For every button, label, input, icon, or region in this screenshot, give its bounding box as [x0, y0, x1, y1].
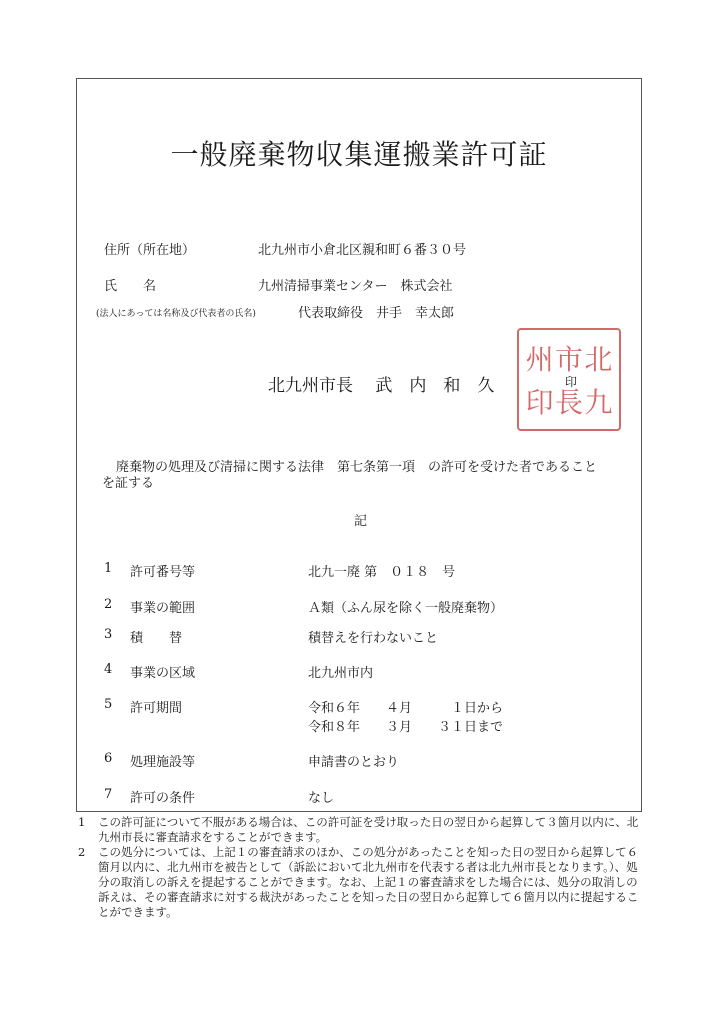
item-label: 事業の区域 [130, 666, 196, 681]
item-value: Ａ類（ふん尿を除く一般廃棄物） [308, 601, 504, 616]
notes-section [78, 815, 648, 920]
seal-character: 九 [584, 386, 613, 420]
item-value: 北九一廃 第 ０１８ 号 [308, 565, 456, 580]
note-number: 1 [78, 815, 86, 829]
item-number: 4 [104, 662, 113, 677]
document-title: 一般廃棄物収集運搬業許可証 [170, 138, 548, 171]
note-item [78, 845, 648, 920]
item-number: 7 [104, 787, 113, 802]
representative-name: 代表取締役 井手 幸太郎 [298, 306, 455, 321]
corporation-note: (法人にあっては名称及び代表者の氏名) [96, 309, 256, 319]
item-value: 北九州市内 [308, 666, 374, 681]
item-label: 事業の範囲 [130, 601, 196, 616]
address-label: 住所（所在地） [104, 243, 196, 258]
note-text: この処分については、上記１の審査請求のほか、この処分があったことを知った日の翌日から起算して６箇月以内に、北九州市を被告として（訴訟において北九州市を代表する者は北九州市長となります。）、処分の取消しの訴えを提起することができます。なお、上記１の審査請求をした場合には、処分の取消しの訴えは、その審査請求に対する裁決があったことを知った日の翌日から起算して６箇月以内に提起することができます。 [98, 845, 639, 919]
mayor-name: 北九州市長 武 内 和 久 [268, 376, 495, 396]
note-item [78, 815, 648, 845]
note-number: 2 [78, 845, 86, 859]
item-value: なし [308, 791, 335, 806]
item-number: 1 [104, 561, 113, 576]
item-value: 積替えを行わないこと [308, 631, 439, 646]
item-value: 申請書のとおり [308, 755, 400, 770]
item-label: 許可期間 [130, 701, 183, 716]
item-label: 許可番号等 [130, 565, 196, 580]
seal-character: 北 [584, 342, 613, 376]
ki-heading: 記 [354, 514, 368, 529]
seal-character: 州 [525, 342, 554, 376]
name-value: 九州清掃事業センター 株式会社 [258, 279, 453, 294]
statement-line-2: を証する [102, 476, 155, 491]
item-number: 3 [104, 627, 113, 642]
item-value: 令和６年 ４月 １日から [308, 701, 504, 716]
seal-character: 印 [525, 386, 554, 420]
item-label: 積 替 [130, 631, 183, 646]
note-text: この許可証について不服がある場合は、この許可証を受け取った日の翌日から起算して３箇月以内に、北九州市長に審査請求をすることができます。 [98, 815, 639, 844]
seal-character: 市 [554, 342, 583, 376]
seal-character: 長 [554, 386, 583, 420]
item-number: 2 [104, 597, 113, 612]
address-value: 北九州市小倉北区親和町６番３０号 [258, 243, 467, 258]
seal-mark: 印 [565, 375, 578, 389]
item-label: 許可の条件 [130, 791, 196, 806]
item-number: 5 [104, 697, 113, 712]
item-number: 6 [104, 751, 113, 766]
item-value: 令和８年 ３月 ３１日まで [308, 720, 504, 735]
name-label: 氏 名 [104, 279, 157, 294]
statement-line-1: 廃棄物の処理及び清掃に関する法律 第七条第一項 の許可を受けた者であること [116, 460, 598, 475]
item-label: 処理施設等 [130, 755, 196, 770]
